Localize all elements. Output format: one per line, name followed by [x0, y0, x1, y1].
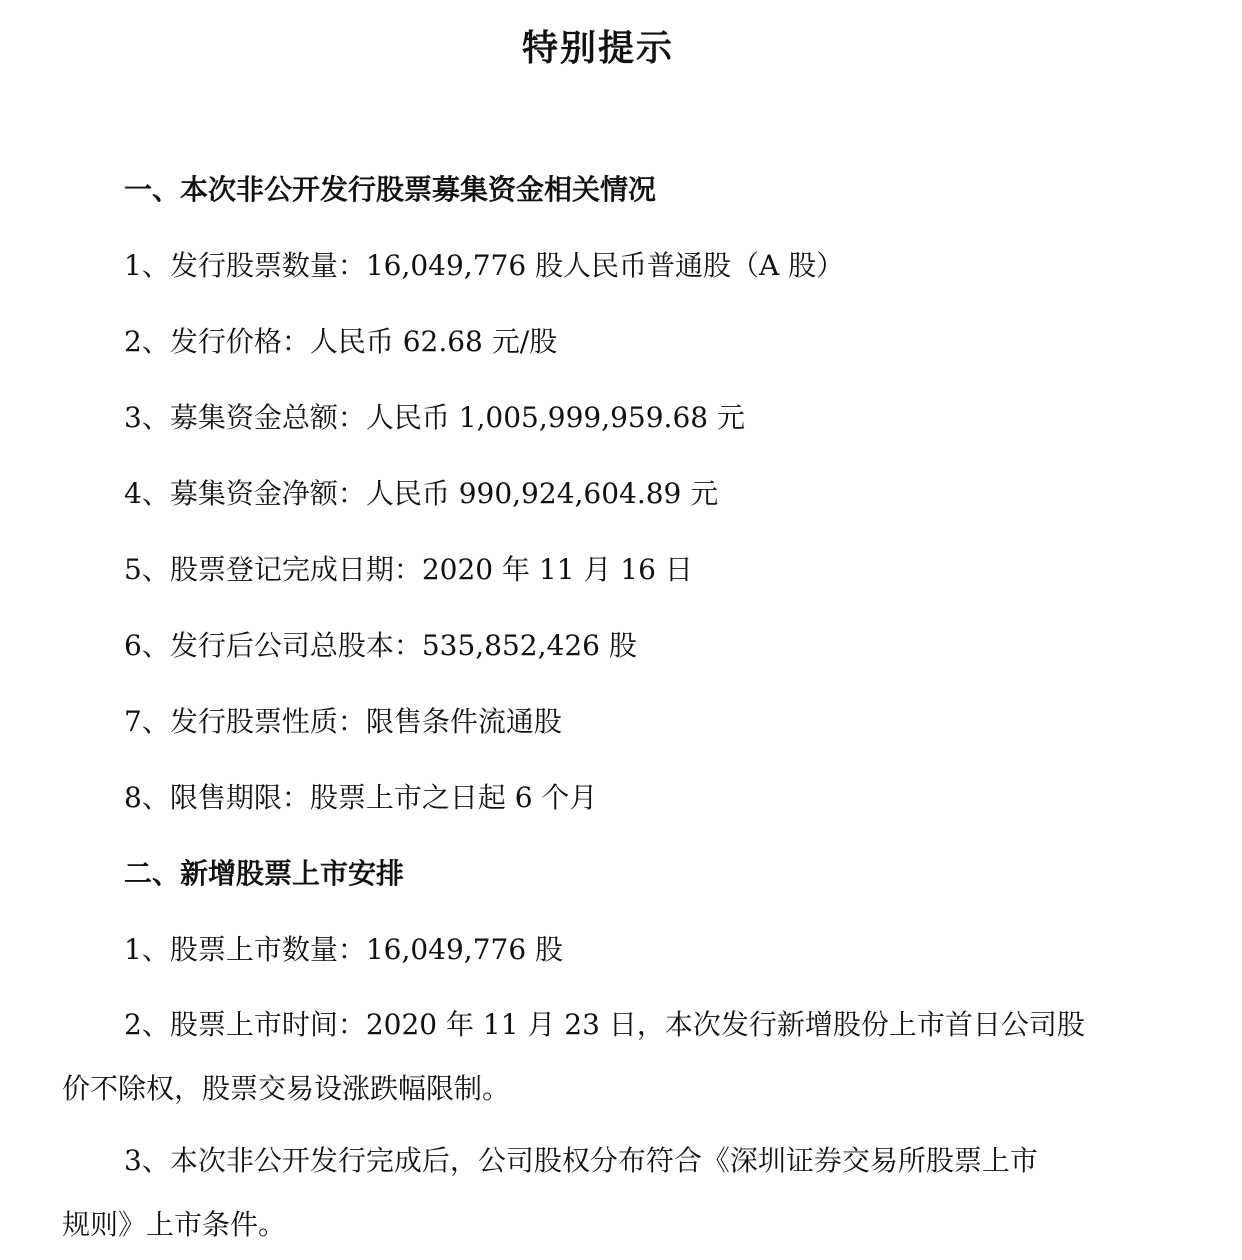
- section-1-item-7: 7、发行股票性质：限售条件流通股: [124, 705, 562, 738]
- section-2-item-2-line-2: 价不除权，股票交易设涨跌幅限制。: [62, 1072, 511, 1105]
- section-1-item-8: 8、限售期限：股票上市之日起 6 个月: [124, 781, 598, 814]
- section-1-item-2: 2、发行价格：人民币 62.68 元/股: [124, 325, 558, 358]
- section-1-item-1: 1、发行股票数量：16,049,776 股人民币普通股（A 股）: [124, 249, 845, 282]
- section-1-heading: 一、本次非公开发行股票募集资金相关情况: [124, 173, 657, 206]
- section-2-item-3-line-2: 规则》上市条件。: [62, 1208, 287, 1241]
- page-title: 特别提示: [521, 28, 674, 69]
- section-1-item-5: 5、股票登记完成日期：2020 年 11 月 16 日: [124, 553, 693, 586]
- section-2-item-1: 1、股票上市数量：16,049,776 股: [124, 933, 564, 966]
- section-2-item-3-line-1: 3、本次非公开发行完成后，公司股权分布符合《深圳证券交易所股票上市: [124, 1144, 1038, 1177]
- section-1-item-4: 4、募集资金净额：人民币 990,924,604.89 元: [124, 477, 719, 510]
- section-2-heading: 二、新增股票上市安排: [124, 857, 405, 890]
- section-2-item-2: [62, 1005, 1142, 1109]
- section-2-item-3: [62, 1141, 1142, 1245]
- section-2-item-2-line-1: 2、股票上市时间：2020 年 11 月 23 日，本次发行新增股份上市首日公司股: [124, 1008, 1085, 1041]
- section-1-item-3: 3、募集资金总额：人民币 1,005,999,959.68 元: [124, 401, 745, 434]
- section-1-item-6: 6、发行后公司总股本：535,852,426 股: [124, 629, 637, 662]
